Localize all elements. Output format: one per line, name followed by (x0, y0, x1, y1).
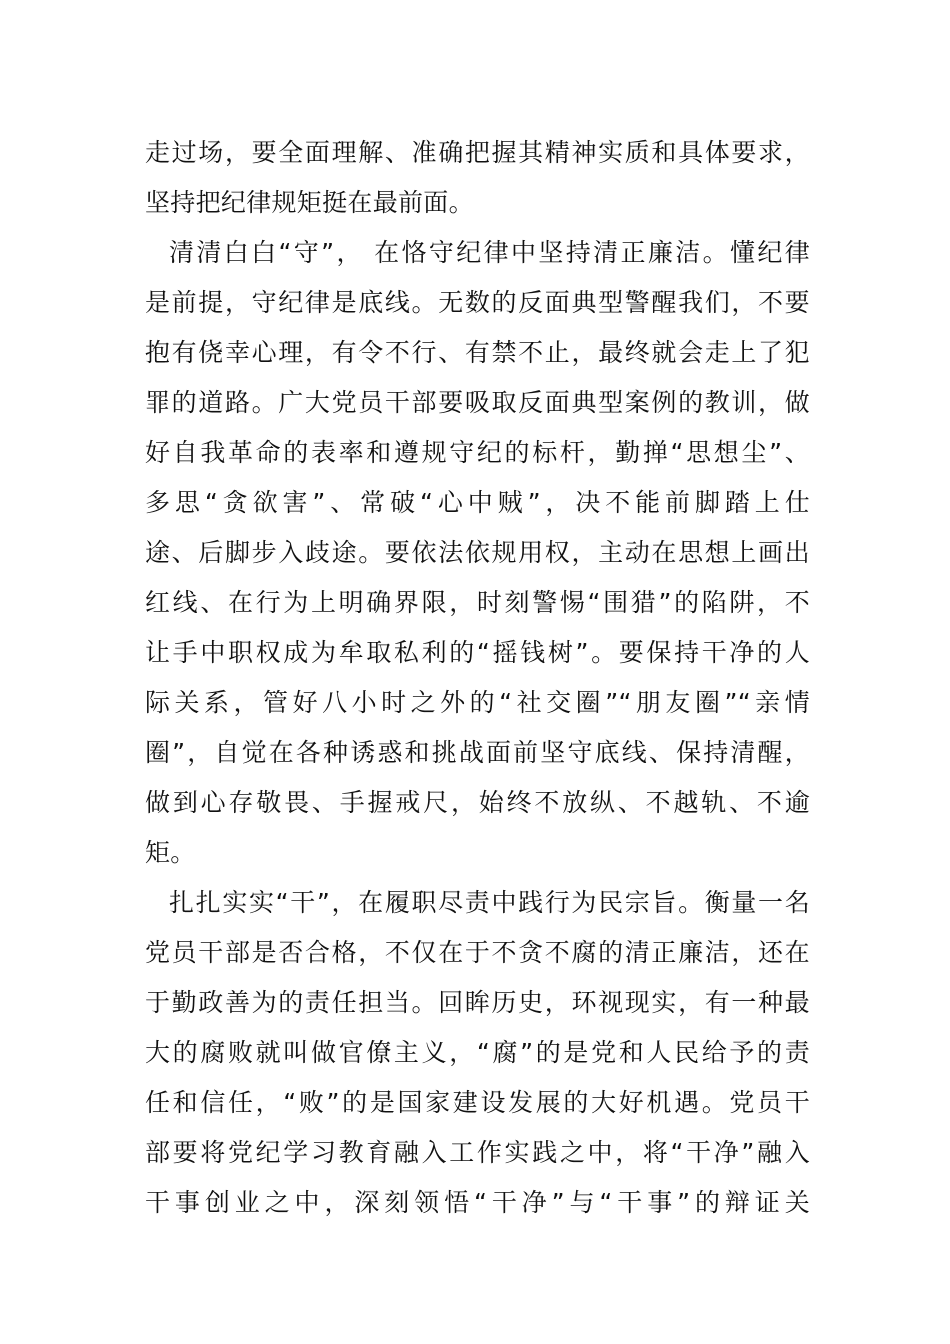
text-line: 部要将党纪学习教育融入工作实践之中，将“干净”融入 (145, 1138, 810, 1167)
text-line: 让手中职权成为牟取私利的“摇钱树”。要保持干净的人 (145, 638, 810, 667)
text-line: 途、后脚步入歧途。要依法依规用权，主动在思想上画出 (145, 538, 810, 567)
text-line: 好自我革命的表率和遵规守纪的标杆，勤掸“思想尘”、 (145, 438, 810, 467)
text-line: 坚持把纪律规矩挺在最前面。 (145, 188, 474, 217)
text-line: 于勤政善为的责任担当。回眸历史，环视现实，有一种最 (145, 988, 810, 1017)
text-line: 抱有侥幸心理，有令不行、有禁不止，最终就会走上了犯 (145, 338, 810, 367)
text-line: 党员干部是否合格，不仅在于不贪不腐的清正廉洁，还在 (145, 938, 810, 967)
text-line: 干事创业之中，深刻领悟“干净”与“干事”的辩证关 (145, 1188, 810, 1217)
text-line: 际关系，管好八小时之外的“社交圈”“朋友圈”“亲情 (145, 688, 810, 717)
text-line: 矩。 (145, 838, 196, 867)
paragraph-start-line: 扎扎实实“干”，在履职尽责中践行为民宗旨。衡量一名 (169, 888, 810, 917)
text-line: 任和信任，“败”的是国家建设发展的大好机遇。党员干 (145, 1088, 810, 1117)
text-line: 圈”，自觉在各种诱惑和挑战面前坚守底线、保持清醒， (145, 738, 810, 767)
text-line: 罪的道路。广大党员干部要吸取反面典型案例的教训，做 (145, 388, 810, 417)
text-line: 多思“贪欲害”、常破“心中贼”，决不能前脚踏上仕 (145, 488, 810, 517)
body-text (145, 128, 810, 1228)
text-line: 做到心存敬畏、手握戒尺，始终不放纵、不越轨、不逾 (145, 788, 810, 817)
paragraph-start-line: 清清白白“守”， 在恪守纪律中坚持清正廉洁。懂纪律 (169, 238, 810, 267)
text-line: 大的腐败就叫做官僚主义，“腐”的是党和人民给予的责 (145, 1038, 810, 1067)
text-line: 是前提，守纪律是底线。无数的反面典型警醒我们，不要 (145, 288, 810, 317)
text-line: 走过场，要全面理解、准确把握其精神实质和具体要求， (145, 138, 810, 167)
text-line: 红线、在行为上明确界限，时刻警惕“围猎”的陷阱，不 (145, 588, 810, 617)
